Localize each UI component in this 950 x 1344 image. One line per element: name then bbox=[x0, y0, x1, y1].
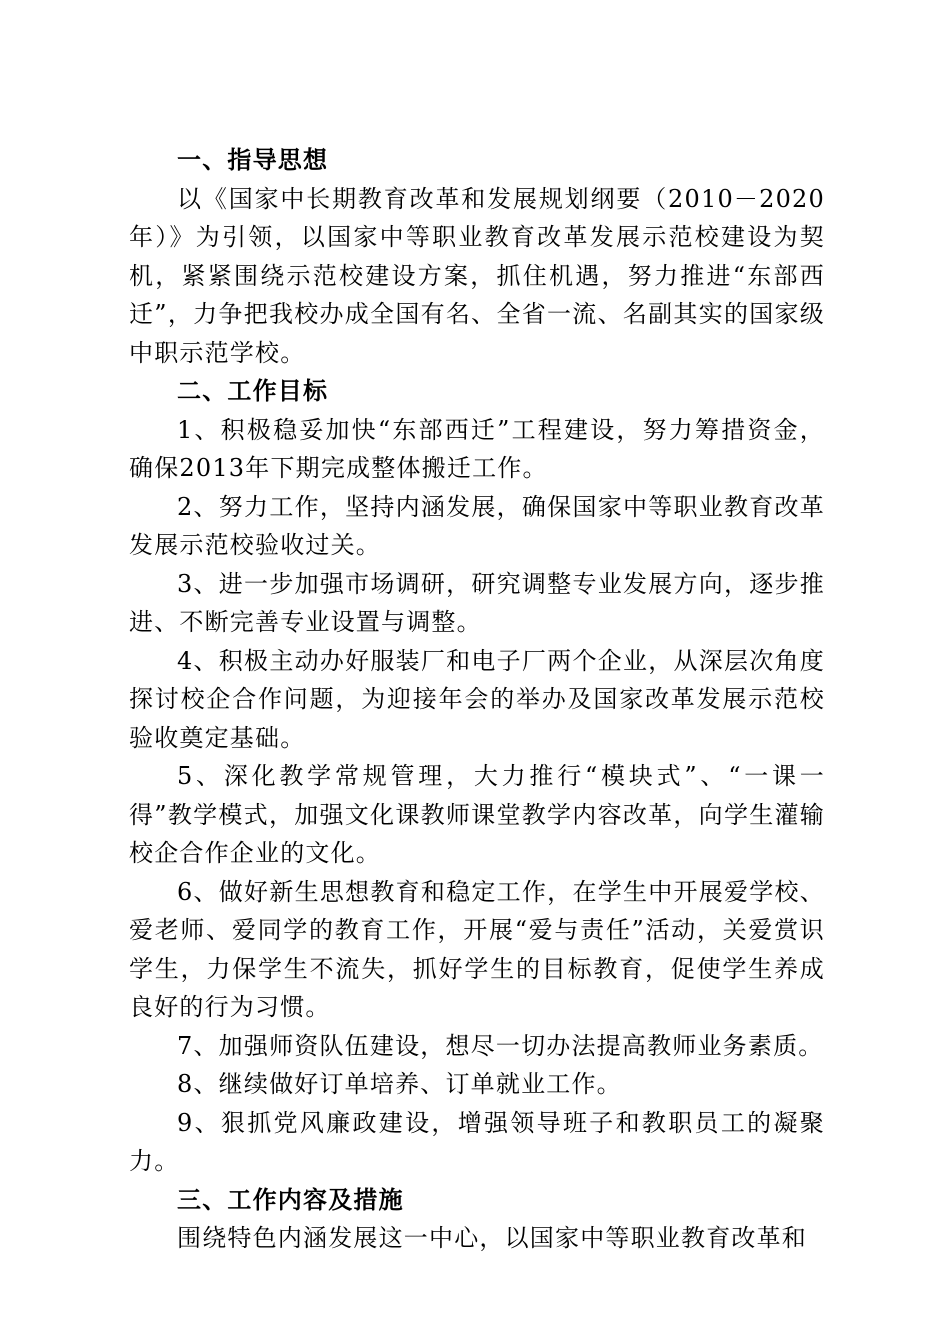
section-paragraph-work-content: 围绕特色内涵发展这一中心，以国家中等职业教育改革和 bbox=[177, 1224, 807, 1252]
section-heading-guiding-ideology: 一、指导思想 bbox=[177, 146, 329, 174]
goal-item-6: 6、做好新生思想教育和稳定工作，在学生中开展爱学校、爱老师、爱同学的教育工作，开展“爱与责任”活动，关爱赏识学生，力保学生不流失，抓好学生的目标教育，促使学生养成良好的行为习惯。 bbox=[129, 877, 825, 1021]
goal-item-5: 5、深化教学常规管理，大力推行“模块式”、“一课一得”教学模式，加强文化课教师课堂教学内容改革，向学生灌输校企合作企业的文化。 bbox=[129, 762, 825, 867]
goal-item-7: 7、加强师资队伍建设，想尽一切办法提高教师业务素质。 bbox=[177, 1031, 824, 1060]
goal-item-9: 9、狠抓党风廉政建设，增强领导班子和教职员工的凝聚力。 bbox=[129, 1108, 825, 1175]
document-body bbox=[129, 141, 825, 1258]
section-heading-work-content: 三、工作内容及措施 bbox=[177, 1185, 404, 1214]
goal-item-3: 3、进一步加强市场调研，研究调整专业发展方向，逐步推进、不断完善专业设置与调整。 bbox=[129, 569, 825, 636]
goal-item-1: 1、积极稳妥加快“东部西迁”工程建设，努力筹措资金，确保2013年下期完成整体搬迁工作。 bbox=[129, 415, 825, 482]
goal-item-2: 2、努力工作，坚持内涵发展，确保国家中等职业教育改革发展示范校验收过关。 bbox=[129, 492, 825, 559]
section-paragraph-guiding-ideology: 以《国家中长期教育改革和发展规划纲要（2010－2020年）》为引领，以国家中等职业教育改革发展示范校建设为契机，紧紧围绕示范校建设方案，抓住机遇，努力推进“东部西迁”，力争把我校办成全国有名、全省一流、名副其实的国家级中职示范学校。 bbox=[129, 184, 825, 367]
goal-item-4: 4、积极主动办好服装厂和电子厂两个企业，从深层次角度探讨校企合作问题，为迎接年会的举办及国家改革发展示范校验收奠定基础。 bbox=[129, 646, 825, 752]
goal-item-8: 8、继续做好订单培养、订单就业工作。 bbox=[177, 1070, 622, 1098]
section-heading-work-goals: 二、工作目标 bbox=[177, 377, 329, 405]
